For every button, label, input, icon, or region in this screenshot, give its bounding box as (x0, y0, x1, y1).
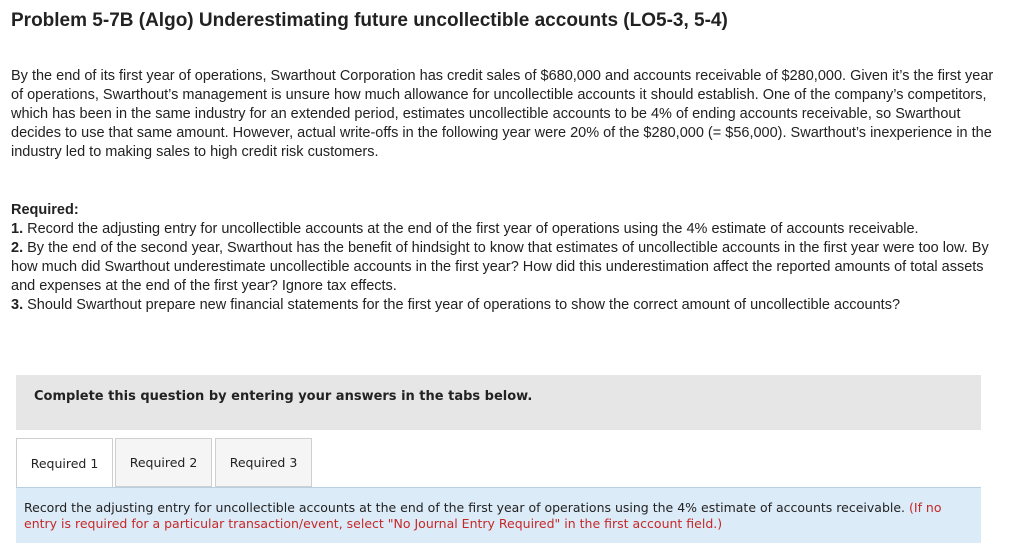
required-item-text: Record the adjusting entry for uncollectible accounts at the end of the first year of operations using the 4% estimate of accounts receivable. (23, 221, 919, 237)
tab-required-2[interactable]: Required 2 (115, 438, 212, 487)
instruction-panel (16, 375, 981, 430)
required-item-3 (11, 296, 996, 315)
required-item-number: 1. (11, 221, 24, 237)
tab-content-instruction (24, 500, 974, 532)
required-item-text: By the end of the second year, Swarthout has the benefit of hindsight to know that estimates of uncollectible accounts in the first year were too low. By how much did Swarthout underestimate uncollectible accounts in the first year? How did this underestimation affect the reported amounts of total assets and expenses at the end of the first year? Ignore tax effects. (11, 240, 989, 294)
required-item-2 (11, 239, 996, 296)
required-item-number: 3. (11, 297, 24, 313)
tab-content-note: (If no entry is required for a particular transaction/event, select "No Journal Entry Required" in the first account field.) (24, 500, 942, 531)
tab-required-3[interactable]: Required 3 (215, 438, 312, 487)
required-section (11, 201, 996, 315)
required-item-text: Should Swarthout prepare new financial statements for the first year of operations to show the correct amount of uncollectible accounts? (23, 297, 901, 313)
required-item-1 (11, 220, 996, 239)
tab-required-1[interactable]: Required 1 (16, 438, 113, 488)
problem-title: Problem 5-7B (Algo) Underestimating future uncollectible accounts (LO5-3, 5-4) (11, 10, 728, 31)
tab-content-panel (16, 487, 981, 543)
problem-intro: By the end of its first year of operations, Swarthout Corporation has credit sales of $680,000 and accounts receivable of $280,000. Given it’s the first year of operations, Swarthout’s management is unsure how much allowance for uncollectible accounts it should establish. One of the company’s competitors, which has been in the same industry for an extended period, estimates uncollectible accounts to be 4% of ending accounts receivable, so Swarthout decides to use that same amount. However, actual write-offs in the following year were 20% of the $280,000 (= $56,000). Swarthout’s inexperience in the industry led to making sales to high credit risk customers. (11, 68, 994, 160)
instruction-text: Complete this question by entering your answers in the tabs below. (34, 389, 533, 404)
required-item-number: 2. (11, 240, 24, 256)
required-heading: Required: (11, 202, 79, 218)
tab-content-text: Record the adjusting entry for uncollectible accounts at the end of the first year of operations using the 4% estimate of accounts receivable. (24, 500, 909, 515)
